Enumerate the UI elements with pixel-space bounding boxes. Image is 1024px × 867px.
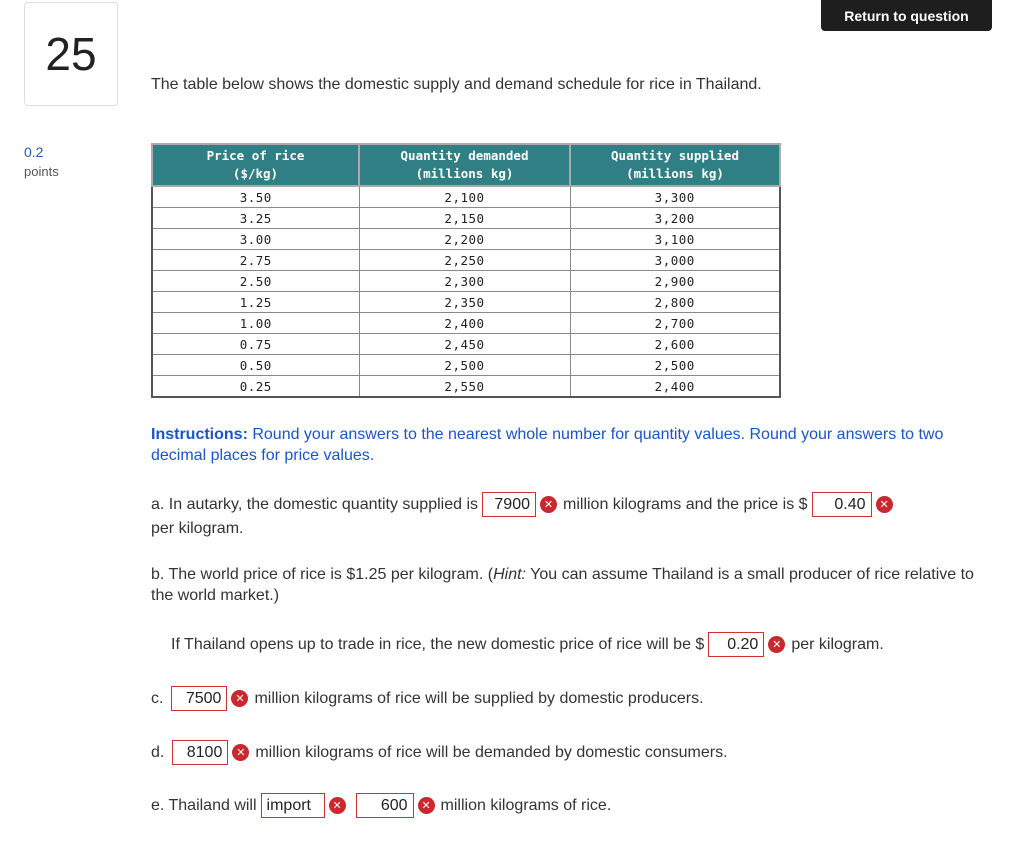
table-row: 3.50 2,100 3,300: [152, 186, 780, 208]
part-a-quantity-input[interactable]: 7900: [482, 492, 536, 517]
table-row: 2.75 2,250 3,000: [152, 250, 780, 271]
x-circle-icon: ✕: [231, 690, 248, 707]
table-header-demanded: Quantity demanded (millions kg): [359, 144, 570, 186]
part-b-trade-line: If Thailand opens up to trade in rice, the new domestic price of rice will be $ 0.20 ✕ per kilogram.: [171, 632, 884, 657]
table-row: 3.00 2,200 3,100: [152, 229, 780, 250]
part-e-amount-input[interactable]: 600: [356, 793, 414, 818]
part-a-line1: a. In autarky, the domestic quantity supplied is 7900 ✕ million kilograms and the price is $ 0.40 ✕: [151, 492, 899, 517]
points-info: [24, 143, 59, 181]
supply-demand-table: [151, 143, 781, 398]
return-to-question-button[interactable]: Return to question: [821, 0, 992, 31]
x-circle-icon: ✕: [876, 496, 893, 513]
x-circle-icon: ✕: [540, 496, 557, 513]
instructions-text: Round your answers to the nearest whole number for quantity values. Round your answers to two decimal places for price values.: [151, 426, 944, 464]
x-circle-icon: ✕: [232, 744, 249, 761]
instructions-label: Instructions:: [151, 426, 248, 443]
question-number: 25: [24, 2, 118, 106]
points-label: points: [24, 164, 59, 179]
part-a-price-input[interactable]: 0.40: [812, 492, 872, 517]
table-row: 0.75 2,450 2,600: [152, 334, 780, 355]
part-d-line: d. 8100 ✕ million kilograms of rice will be demanded by domestic consumers.: [151, 740, 728, 765]
table-row: 0.50 2,500 2,500: [152, 355, 780, 376]
question-intro: The table below shows the domestic supply and demand schedule for rice in Thailand.: [151, 76, 762, 93]
table-row: 0.25 2,550 2,400: [152, 376, 780, 398]
table-row: 1.25 2,350 2,800: [152, 292, 780, 313]
part-e-line: e. Thailand will import ✕ 600 ✕ million kilograms of rice.: [151, 793, 611, 818]
table-header-price: Price of rice ($/kg): [152, 144, 359, 186]
instructions: [151, 424, 1001, 466]
part-a-line2: per kilogram.: [151, 520, 244, 537]
table-row: 2.50 2,300 2,900: [152, 271, 780, 292]
part-c-line: c. 7500 ✕ million kilograms of rice will be supplied by domestic producers.: [151, 686, 704, 711]
part-e-trade-select[interactable]: import: [261, 793, 325, 818]
table-header-supplied: Quantity supplied (millions kg): [570, 144, 780, 186]
part-b-price-input[interactable]: 0.20: [708, 632, 764, 657]
part-b-text: b. The world price of rice is $1.25 per kilogram. (Hint: You can assume Thailand is a small producer of rice relative to the world market.): [151, 566, 974, 604]
part-d-demanded-input[interactable]: 8100: [172, 740, 228, 765]
table-row: 1.00 2,400 2,700: [152, 313, 780, 334]
x-circle-icon: ✕: [329, 797, 346, 814]
points-value: 0.2: [24, 144, 44, 160]
table-row: 3.25 2,150 3,200: [152, 208, 780, 229]
x-circle-icon: ✕: [418, 797, 435, 814]
x-circle-icon: ✕: [768, 636, 785, 653]
part-c-supplied-input[interactable]: 7500: [171, 686, 227, 711]
